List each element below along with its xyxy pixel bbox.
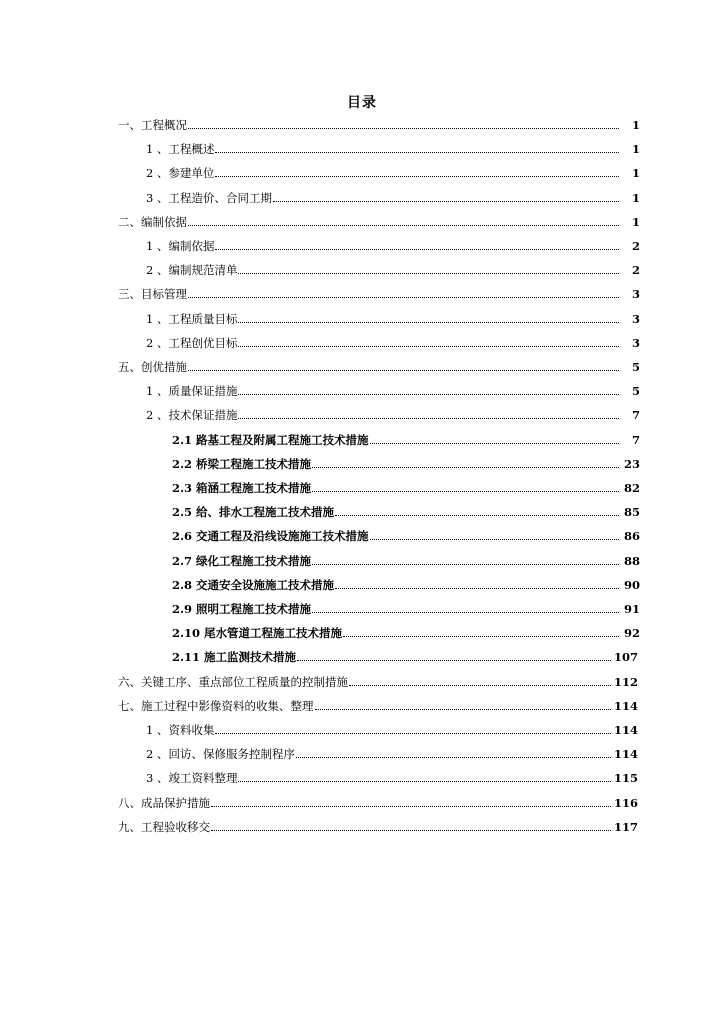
toc-leader-dots <box>312 467 619 468</box>
toc-entry[interactable] <box>146 332 640 350</box>
toc-entry-title: 一、工程概况 <box>118 118 187 132</box>
toc-leader-dots <box>312 612 619 613</box>
toc-entry-title: 2.1 路基工程及附属工程施工技术措施 <box>172 433 369 447</box>
toc-entry-title: 二、编制依据 <box>118 215 187 229</box>
toc-leader-dots <box>238 322 619 323</box>
toc-page-number: 114 <box>613 699 638 713</box>
toc-entry[interactable] <box>146 767 638 785</box>
toc-entry-title: 2.5 给、排水工程施工技术措施 <box>172 505 335 519</box>
toc-page-number: 3 <box>631 312 640 326</box>
toc-leader-dots <box>215 152 619 153</box>
toc-page-number: 90 <box>623 578 640 592</box>
toc-page-number: 88 <box>623 554 640 568</box>
toc-leader-dots <box>343 636 619 637</box>
toc-page-number: 117 <box>613 820 638 834</box>
toc-leader-dots <box>215 176 619 177</box>
toc-leader-dots <box>188 225 619 226</box>
toc-leader-dots <box>188 297 619 298</box>
toc-entry[interactable] <box>118 816 638 834</box>
toc-entry-title: 六、关键工序、重点部位工程质量的控制措施 <box>118 675 348 689</box>
toc-page-number: 1 <box>631 166 640 180</box>
toc-entry[interactable] <box>172 574 640 592</box>
toc-page-number: 1 <box>631 215 640 229</box>
toc-page-number: 86 <box>623 529 640 543</box>
toc-entry-title: 2.11 施工监测技术措施 <box>172 650 297 664</box>
toc-leader-dots <box>273 201 619 202</box>
toc-page-number: 116 <box>613 796 638 810</box>
toc-page-number: 112 <box>613 675 638 689</box>
toc-entry-title: 三、目标管理 <box>118 287 187 301</box>
toc-entry-title: 2.7 绿化工程施工技术措施 <box>172 554 312 568</box>
toc-entry-title: 2 、技术保证措施 <box>146 408 238 422</box>
toc-leader-dots <box>188 370 619 371</box>
toc-page-number: 91 <box>623 602 640 616</box>
toc-entry-title: 2.2 桥梁工程施工技术措施 <box>172 457 312 471</box>
toc-leader-dots <box>315 709 611 710</box>
toc-entry-title: 2 、回访、保修服务控制程序 <box>146 747 295 761</box>
toc-leader-dots <box>370 443 619 444</box>
toc-entry[interactable] <box>146 138 640 156</box>
toc-leader-dots <box>215 249 619 250</box>
toc-entry-title: 2.8 交通安全设施施工技术措施 <box>172 578 335 592</box>
toc-entry-title: 2 、工程创优目标 <box>146 336 238 350</box>
toc-entry[interactable] <box>172 477 640 495</box>
toc-page-number: 2 <box>631 263 640 277</box>
toc-entry[interactable] <box>172 453 640 471</box>
toc-page-number: 85 <box>623 505 640 519</box>
toc-entry[interactable] <box>172 501 640 519</box>
toc-entry-title: 2.9 照明工程施工技术措施 <box>172 602 312 616</box>
toc-entry-title: 2.3 箱涵工程施工技术措施 <box>172 481 312 495</box>
toc-entry-title: 3 、竣工资料整理 <box>146 771 238 785</box>
toc-page-number: 82 <box>623 481 640 495</box>
toc-leader-dots <box>312 564 619 565</box>
toc-entry[interactable] <box>172 550 640 568</box>
toc-entry[interactable] <box>146 719 638 737</box>
toc-entry[interactable] <box>172 525 640 543</box>
toc-page-number: 7 <box>631 433 640 447</box>
toc-leader-dots <box>312 491 619 492</box>
toc-entry[interactable] <box>118 671 638 689</box>
toc-leader-dots <box>238 781 611 782</box>
toc-entry-title: 1 、质量保证措施 <box>146 384 238 398</box>
toc-entry[interactable] <box>172 429 640 447</box>
toc-entry-title: 1 、资料收集 <box>146 723 215 737</box>
toc-entry[interactable] <box>146 162 640 180</box>
page-title: 目录 <box>347 95 377 111</box>
toc-entry[interactable] <box>118 695 638 713</box>
toc-page-number: 107 <box>613 650 638 664</box>
toc-entry[interactable] <box>146 187 640 205</box>
toc-page-number: 23 <box>623 457 640 471</box>
toc-page-number: 2 <box>631 239 640 253</box>
toc-entry[interactable] <box>146 380 640 398</box>
toc-entry[interactable] <box>146 308 640 326</box>
toc-entry[interactable] <box>172 598 640 616</box>
toc-page-number: 114 <box>613 747 638 761</box>
toc-leader-dots <box>188 128 619 129</box>
toc-page-number: 1 <box>631 142 640 156</box>
toc-entry[interactable] <box>146 404 640 422</box>
toc-leader-dots <box>296 757 611 758</box>
toc-entry[interactable] <box>146 235 640 253</box>
toc-entry[interactable] <box>118 211 640 229</box>
toc-entry[interactable] <box>118 792 638 810</box>
toc-leader-dots <box>238 346 619 347</box>
toc-entry-title: 3 、工程造价、合同工期 <box>146 191 272 205</box>
toc-entry-title: 八、成品保护措施 <box>118 796 210 810</box>
toc-leader-dots <box>211 806 611 807</box>
toc-entry[interactable] <box>172 622 640 640</box>
toc-leader-dots <box>211 830 611 831</box>
toc-leader-dots <box>335 588 619 589</box>
toc-page-number: 115 <box>613 771 638 785</box>
toc-entry-title: 2 、编制规范清单 <box>146 263 238 277</box>
toc-entry-title: 2.6 交通工程及沿线设施施工技术措施 <box>172 529 369 543</box>
toc-entry[interactable] <box>172 646 638 664</box>
toc-leader-dots <box>215 733 611 734</box>
toc-entry[interactable] <box>146 743 638 761</box>
toc-leader-dots <box>335 515 619 516</box>
toc-leader-dots <box>238 394 619 395</box>
toc-entry-title: 五、创优措施 <box>118 360 187 374</box>
toc-entry[interactable] <box>118 283 640 301</box>
toc-entry-title: 1 、工程质量目标 <box>146 312 238 326</box>
toc-page-number: 114 <box>613 723 638 737</box>
toc-page-number: 5 <box>631 360 640 374</box>
toc-page-number: 3 <box>631 336 640 350</box>
toc-page-number: 3 <box>631 287 640 301</box>
toc-entry[interactable] <box>146 259 640 277</box>
toc-page-number: 5 <box>631 384 640 398</box>
toc-entry[interactable] <box>118 114 640 132</box>
toc-leader-dots <box>238 273 619 274</box>
toc-leader-dots <box>297 660 611 661</box>
toc-leader-dots <box>349 685 611 686</box>
toc-entry-title: 1 、工程概述 <box>146 142 215 156</box>
toc-entry-title: 1 、编制依据 <box>146 239 215 253</box>
toc-leader-dots <box>370 539 619 540</box>
toc-page-number: 1 <box>631 118 640 132</box>
toc-entry-title: 2.10 尾水管道工程施工技术措施 <box>172 626 343 640</box>
toc-entry-title: 七、施工过程中影像资料的收集、整理 <box>118 699 314 713</box>
toc-entry-title: 2 、参建单位 <box>146 166 215 180</box>
toc-page-number: 92 <box>623 626 640 640</box>
toc-entry[interactable] <box>118 356 640 374</box>
toc-page-number: 7 <box>631 408 640 422</box>
toc-entry-title: 九、工程验收移交 <box>118 820 210 834</box>
toc-leader-dots <box>238 418 619 419</box>
toc-page-number: 1 <box>631 191 640 205</box>
